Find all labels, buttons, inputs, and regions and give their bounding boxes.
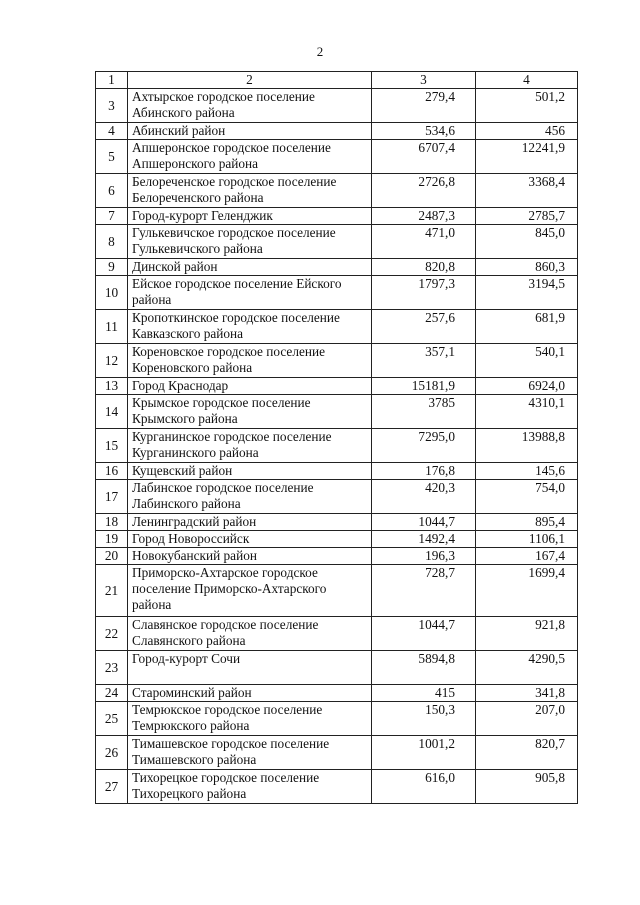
row-value-col3: 15181,9 xyxy=(372,378,476,395)
row-number: 14 xyxy=(96,395,128,429)
row-name: Город-курорт Сочи xyxy=(128,651,372,685)
row-number: 27 xyxy=(96,770,128,804)
row-value-col4: 1106,1 xyxy=(476,531,578,548)
row-name: Славянское городское поселение Славянского района xyxy=(128,617,372,651)
row-name: Приморско-Ахтарское городское поселение Приморско-Ахтарского района xyxy=(128,565,372,617)
row-name: Ленинградский район xyxy=(128,514,372,531)
row-number: 12 xyxy=(96,344,128,378)
table-row xyxy=(96,565,578,617)
table-row xyxy=(96,702,578,736)
row-value-col3: 1492,4 xyxy=(372,531,476,548)
row-value-col4: 456 xyxy=(476,123,578,140)
row-number: 26 xyxy=(96,736,128,770)
table-row xyxy=(96,429,578,463)
row-name: Тимашевское городское поселение Тимашевского района xyxy=(128,736,372,770)
row-value-col3: 2726,8 xyxy=(372,174,476,208)
row-name: Город Новороссийск xyxy=(128,531,372,548)
row-name: Абинский район xyxy=(128,123,372,140)
row-value-col4: 6924,0 xyxy=(476,378,578,395)
row-number: 23 xyxy=(96,651,128,685)
row-number: 11 xyxy=(96,310,128,344)
row-number: 21 xyxy=(96,565,128,617)
row-name: Апшеронское городское поселение Апшеронского района xyxy=(128,140,372,174)
row-value-col4: 4310,1 xyxy=(476,395,578,429)
table-row xyxy=(96,259,578,276)
row-value-col4: 860,3 xyxy=(476,259,578,276)
row-number: 8 xyxy=(96,225,128,259)
row-value-col3: 5894,8 xyxy=(372,651,476,685)
row-value-col3: 3785 xyxy=(372,395,476,429)
row-name: Новокубанский район xyxy=(128,548,372,565)
table-row xyxy=(96,463,578,480)
row-value-col4: 341,8 xyxy=(476,685,578,702)
row-value-col3: 150,3 xyxy=(372,702,476,736)
row-number: 5 xyxy=(96,140,128,174)
row-name: Гулькевичское городское поселение Гулькевичского района xyxy=(128,225,372,259)
row-number: 9 xyxy=(96,259,128,276)
header-row xyxy=(96,72,578,89)
row-value-col3: 1001,2 xyxy=(372,736,476,770)
row-value-col4: 501,2 xyxy=(476,89,578,123)
row-value-col4: 3194,5 xyxy=(476,276,578,310)
table-row xyxy=(96,378,578,395)
row-name: Кореновское городское поселение Кореновского района xyxy=(128,344,372,378)
row-number: 22 xyxy=(96,617,128,651)
row-value-col4: 820,7 xyxy=(476,736,578,770)
row-value-col4: 754,0 xyxy=(476,480,578,514)
table-row xyxy=(96,89,578,123)
row-value-col3: 616,0 xyxy=(372,770,476,804)
row-number: 13 xyxy=(96,378,128,395)
row-value-col4: 845,0 xyxy=(476,225,578,259)
table-row xyxy=(96,395,578,429)
table-row xyxy=(96,208,578,225)
row-value-col4: 540,1 xyxy=(476,344,578,378)
row-value-col4: 921,8 xyxy=(476,617,578,651)
row-value-col4: 207,0 xyxy=(476,702,578,736)
row-number: 17 xyxy=(96,480,128,514)
row-value-col4: 4290,5 xyxy=(476,651,578,685)
row-name: Кропоткинское городское поселение Кавказского района xyxy=(128,310,372,344)
table-row xyxy=(96,531,578,548)
table-row xyxy=(96,736,578,770)
row-value-col3: 471,0 xyxy=(372,225,476,259)
table-row xyxy=(96,770,578,804)
table-row xyxy=(96,276,578,310)
row-value-col4: 167,4 xyxy=(476,548,578,565)
row-name: Белореченское городское поселение Белореченского района xyxy=(128,174,372,208)
table-row xyxy=(96,310,578,344)
row-value-col4: 3368,4 xyxy=(476,174,578,208)
row-number: 7 xyxy=(96,208,128,225)
row-name: Город-курорт Геленджик xyxy=(128,208,372,225)
row-name: Курганинское городское поселение Курганинского района xyxy=(128,429,372,463)
row-number: 3 xyxy=(96,89,128,123)
row-number: 25 xyxy=(96,702,128,736)
row-number: 24 xyxy=(96,685,128,702)
table-row xyxy=(96,480,578,514)
header-cell-2: 2 xyxy=(128,72,372,89)
row-value-col3: 534,6 xyxy=(372,123,476,140)
row-name: Тихорецкое городское поселение Тихорецкого района xyxy=(128,770,372,804)
row-value-col4: 895,4 xyxy=(476,514,578,531)
row-number: 18 xyxy=(96,514,128,531)
row-value-col3: 420,3 xyxy=(372,480,476,514)
row-number: 10 xyxy=(96,276,128,310)
row-number: 4 xyxy=(96,123,128,140)
row-value-col3: 357,1 xyxy=(372,344,476,378)
page-number: 2 xyxy=(316,44,324,59)
row-name: Лабинское городское поселение Лабинского района xyxy=(128,480,372,514)
row-value-col4: 145,6 xyxy=(476,463,578,480)
row-value-col3: 1044,7 xyxy=(372,617,476,651)
table-row xyxy=(96,225,578,259)
row-number: 19 xyxy=(96,531,128,548)
table-row xyxy=(96,344,578,378)
row-value-col3: 6707,4 xyxy=(372,140,476,174)
row-value-col4: 2785,7 xyxy=(476,208,578,225)
row-value-col3: 415 xyxy=(372,685,476,702)
row-value-col4: 13988,8 xyxy=(476,429,578,463)
table-row xyxy=(96,685,578,702)
row-value-col4: 905,8 xyxy=(476,770,578,804)
table-row xyxy=(96,548,578,565)
row-value-col4: 681,9 xyxy=(476,310,578,344)
row-name: Ейское городское поселение Ейского района xyxy=(128,276,372,310)
row-name: Динской район xyxy=(128,259,372,276)
row-name: Город Краснодар xyxy=(128,378,372,395)
table-row xyxy=(96,514,578,531)
row-value-col4: 1699,4 xyxy=(476,565,578,617)
row-name: Ахтырское городское поселение Абинского района xyxy=(128,89,372,123)
row-value-col3: 820,8 xyxy=(372,259,476,276)
row-name: Крымское городское поселение Крымского района xyxy=(128,395,372,429)
table-row xyxy=(96,651,578,685)
table-row xyxy=(96,140,578,174)
table-row xyxy=(96,174,578,208)
row-value-col3: 176,8 xyxy=(372,463,476,480)
header-cell-1: 1 xyxy=(96,72,128,89)
row-value-col3: 728,7 xyxy=(372,565,476,617)
row-number: 15 xyxy=(96,429,128,463)
row-value-col3: 257,6 xyxy=(372,310,476,344)
row-name: Темрюкское городское поселение Темрюкского района xyxy=(128,702,372,736)
table-row xyxy=(96,617,578,651)
row-number: 16 xyxy=(96,463,128,480)
row-number: 6 xyxy=(96,174,128,208)
header-cell-4: 4 xyxy=(476,72,578,89)
row-value-col3: 1044,7 xyxy=(372,514,476,531)
row-name: Кущевский район xyxy=(128,463,372,480)
table-row xyxy=(96,123,578,140)
header-cell-3: 3 xyxy=(372,72,476,89)
row-number: 20 xyxy=(96,548,128,565)
data-table xyxy=(95,71,578,804)
row-value-col3: 7295,0 xyxy=(372,429,476,463)
row-value-col3: 2487,3 xyxy=(372,208,476,225)
row-value-col3: 1797,3 xyxy=(372,276,476,310)
row-name: Староминский район xyxy=(128,685,372,702)
row-value-col4: 12241,9 xyxy=(476,140,578,174)
row-value-col3: 196,3 xyxy=(372,548,476,565)
row-value-col3: 279,4 xyxy=(372,89,476,123)
